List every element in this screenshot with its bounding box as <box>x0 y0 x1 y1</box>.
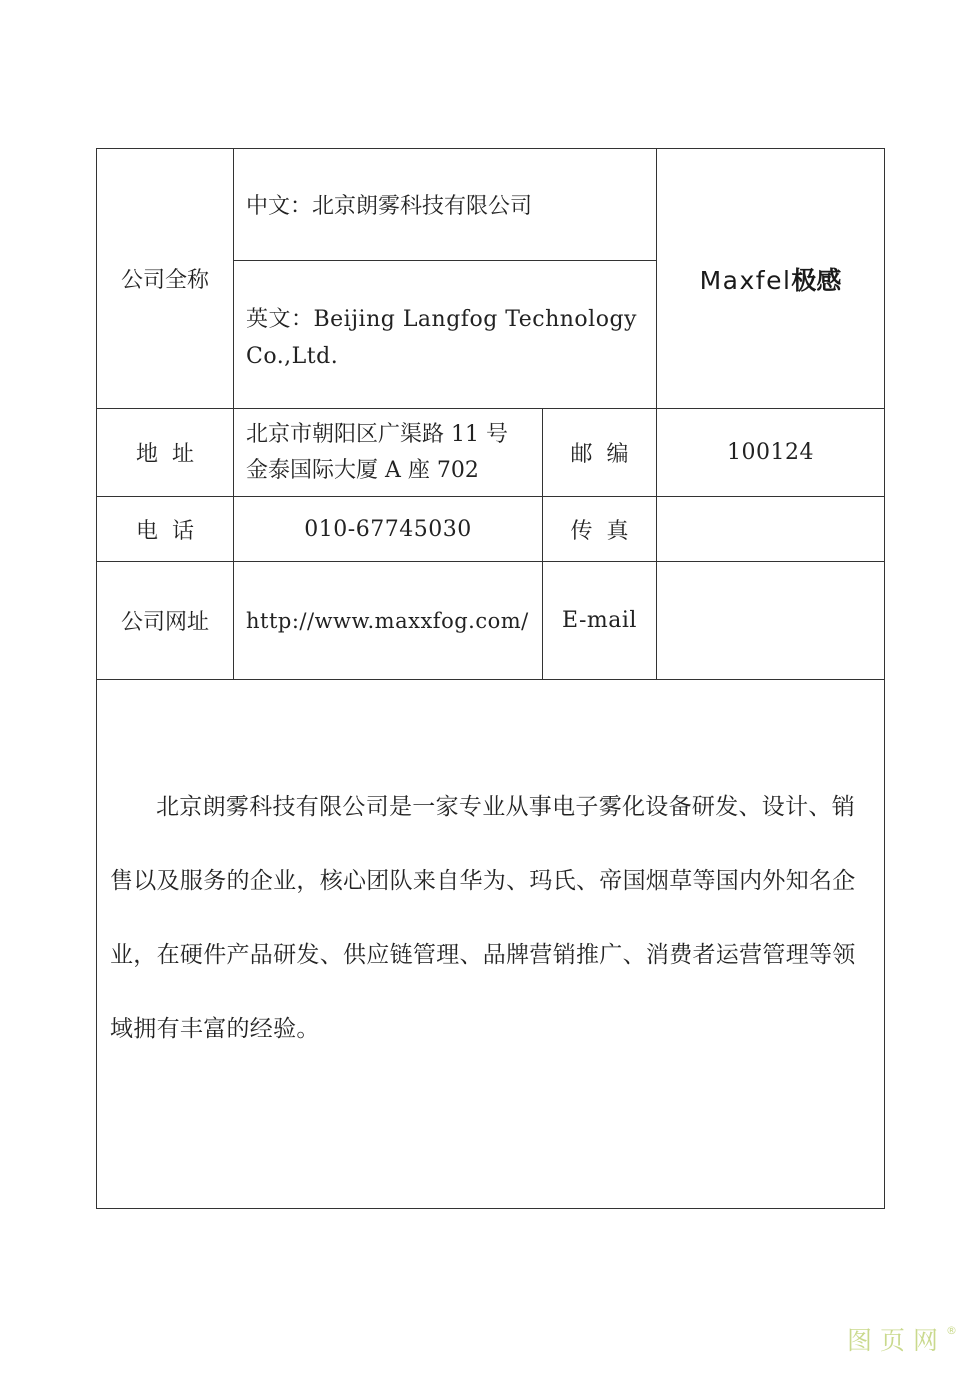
company-description <box>110 770 872 1066</box>
english-name-line2: Co.,Ltd. <box>246 343 339 369</box>
phone-value: 010-67745030 <box>304 516 472 542</box>
description-paragraph: 北京朗雾科技有限公司是一家专业从事电子雾化设备研发、设计、销售以及服务的企业，核心团队来自华为、玛氏、帝国烟草等国内外知名企业，在硬件产品研发、供应链管理、品牌营销推广、消费者运营管理等领域拥有丰富的经验。 <box>110 794 856 1042</box>
address-line2: 金泰国际大厦 A 座 702 <box>246 457 479 483</box>
address-line1: 北京市朝阳区广渠路 11 号 <box>246 421 508 447</box>
logo-cn: 极感 <box>791 265 842 295</box>
website-label: 公司网址 <box>120 610 209 635</box>
company-name-label: 公司全称 <box>120 268 209 293</box>
company-logo <box>657 149 884 408</box>
website-value[interactable]: http://www.maxxfog.com/ <box>246 608 529 633</box>
phone-label: 电 话 <box>136 518 194 544</box>
chinese-name: 中文：北京朗雾科技有限公司 <box>246 194 533 219</box>
english-name <box>234 261 656 408</box>
logo-text: Maxfel <box>699 265 792 295</box>
table-border-bottom <box>96 1208 885 1209</box>
watermark-registered-mark: ® <box>946 1323 957 1337</box>
address-value <box>234 409 542 496</box>
email-value <box>657 562 884 679</box>
address-label: 地 址 <box>136 442 194 467</box>
row-divider-4 <box>96 679 885 680</box>
watermark <box>847 1321 957 1357</box>
email-label: E-mail <box>562 608 637 633</box>
fax-label: 传 真 <box>570 518 629 544</box>
watermark-text: 图页网 <box>846 1326 946 1355</box>
fax-value <box>657 497 884 561</box>
postcode-label: 邮 编 <box>570 442 629 467</box>
english-name-line1: 英文：Beijing Langfog Technology <box>246 306 637 332</box>
postcode-value: 100124 <box>727 440 814 465</box>
